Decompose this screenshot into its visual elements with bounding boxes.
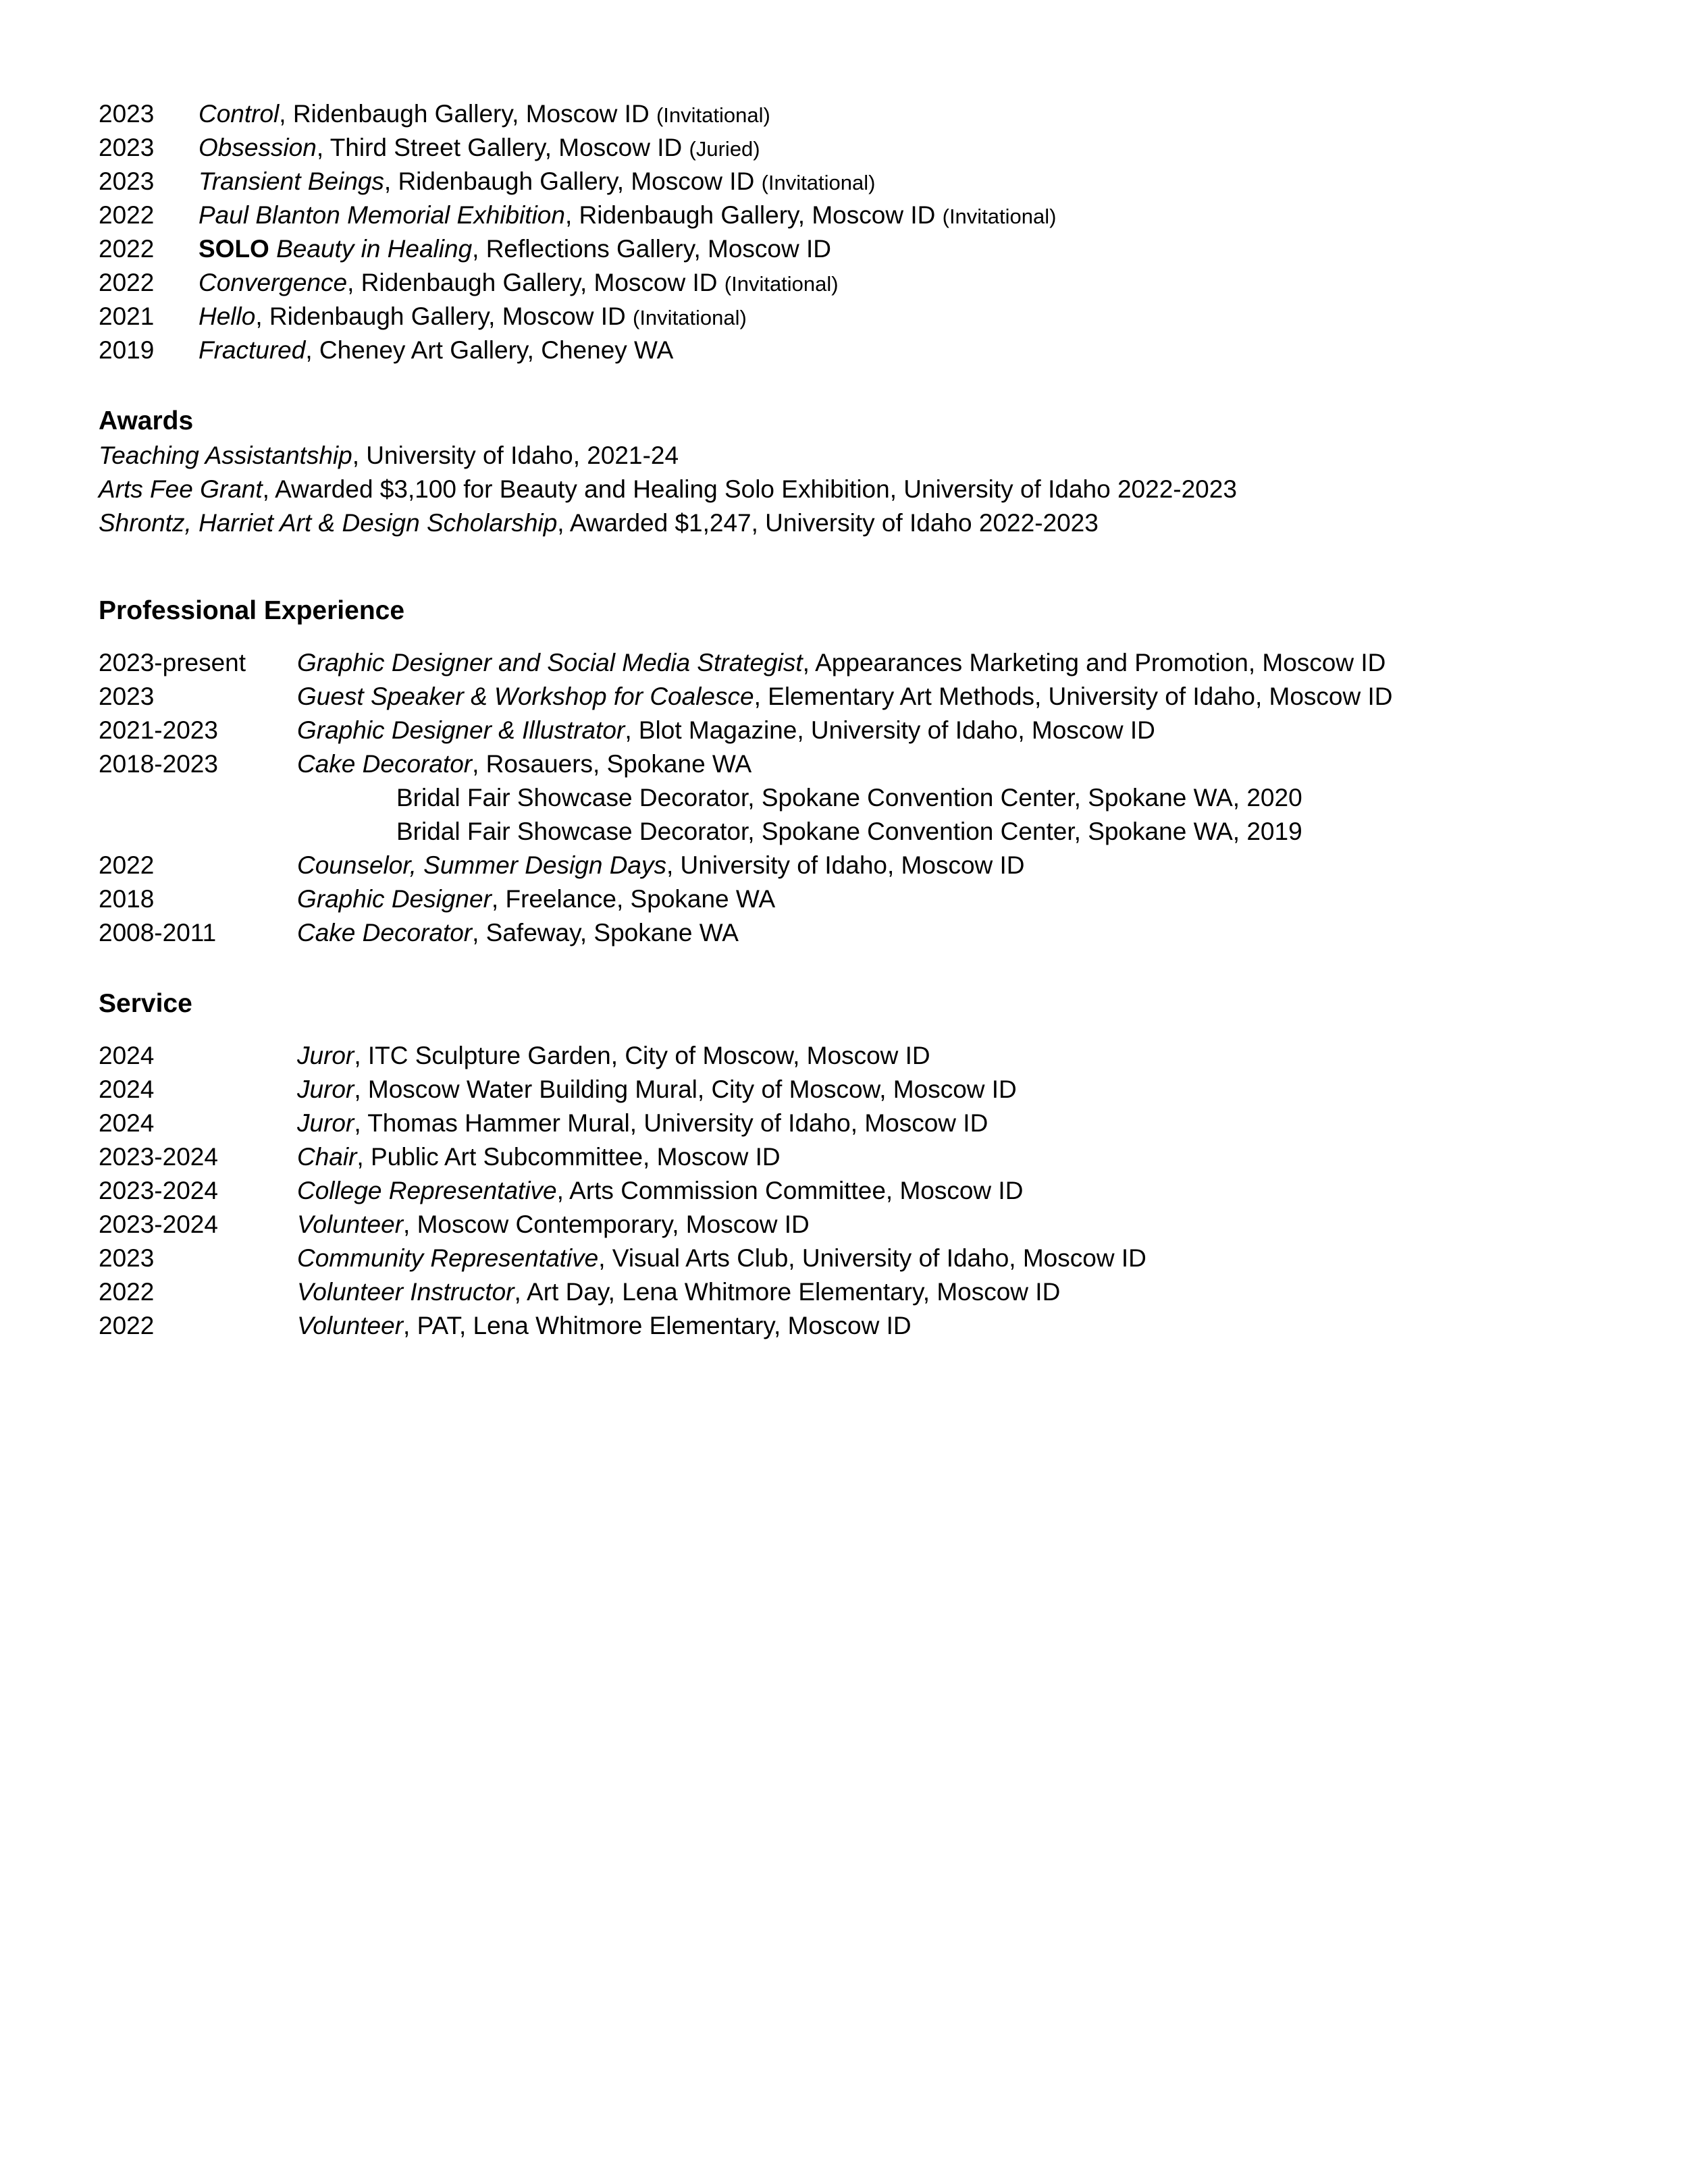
experience-subitem xyxy=(99,815,1625,849)
experience-row xyxy=(99,646,1625,680)
service-year: 2024 xyxy=(99,1075,155,1103)
experience-subitem xyxy=(99,781,1625,815)
award-title: Arts Fee Grant xyxy=(99,475,263,503)
experience-year: 2008-2011 xyxy=(99,919,217,947)
service-role: Community Representative xyxy=(297,1244,599,1272)
award-detail: , Awarded $3,100 for Beauty and Healing Solo Exhibition, University of Idaho 2022-2023 xyxy=(262,475,1237,503)
service-detail: , Visual Arts Club, University of Idaho, Moscow ID xyxy=(598,1244,1146,1272)
exhibition-venue: , Reflections Gallery, Moscow ID xyxy=(472,235,832,263)
exhibition-venue: , Ridenbaugh Gallery, Moscow ID xyxy=(347,269,724,296)
experience-year: 2023-present xyxy=(99,649,246,676)
experience-row xyxy=(99,916,1625,950)
experience-year: 2021-2023 xyxy=(99,716,218,744)
experience-role: Graphic Designer xyxy=(297,885,492,913)
professional-section xyxy=(99,593,1625,950)
experience-year: 2022 xyxy=(99,851,155,879)
experience-subitem-text: Bridal Fair Showcase Decorator, Spokane Convention Center, Spokane WA, 2020 xyxy=(396,784,1302,811)
award-item xyxy=(99,473,1625,506)
cv-page xyxy=(99,97,1625,1343)
exhibition-row xyxy=(99,266,1625,300)
awards-heading: Awards xyxy=(99,406,194,435)
experience-detail: , Freelance, Spokane WA xyxy=(491,885,776,913)
experience-detail: , University of Idaho, Moscow ID xyxy=(666,851,1025,879)
exhibition-title: Transient Beings xyxy=(199,167,384,195)
experience-year: 2018-2023 xyxy=(99,750,218,778)
service-row xyxy=(99,1275,1625,1309)
exhibition-row xyxy=(99,232,1625,266)
experience-detail: , Elementary Art Methods, University of Idaho, Moscow ID xyxy=(754,683,1393,710)
service-row xyxy=(99,1174,1625,1208)
experience-detail: , Blot Magazine, University of Idaho, Moscow ID xyxy=(625,716,1155,744)
experience-row xyxy=(99,849,1625,882)
service-row xyxy=(99,1107,1625,1140)
exhibition-year: 2021 xyxy=(99,302,155,330)
service-detail: , Thomas Hammer Mural, University of Idaho, Moscow ID xyxy=(354,1109,988,1137)
award-detail: , University of Idaho, 2021-24 xyxy=(352,442,679,469)
service-row xyxy=(99,1039,1625,1073)
exhibition-title: Convergence xyxy=(199,269,348,296)
exhibition-year: 2023 xyxy=(99,167,155,195)
exhibition-title: Beauty in Healing xyxy=(276,235,473,263)
experience-role: Guest Speaker & Workshop for Coalesce xyxy=(297,683,754,710)
service-year: 2023-2024 xyxy=(99,1210,218,1238)
experience-role: Graphic Designer & Illustrator xyxy=(297,716,625,744)
experience-detail: , Appearances Marketing and Promotion, Moscow ID xyxy=(802,649,1386,676)
exhibition-row xyxy=(99,300,1625,334)
exhibition-venue: , Cheney Art Gallery, Cheney WA xyxy=(305,336,674,364)
experience-detail: , Safeway, Spokane WA xyxy=(472,919,739,947)
service-heading: Service xyxy=(99,989,192,1018)
service-role: Volunteer xyxy=(297,1210,404,1238)
service-role: Volunteer Instructor xyxy=(297,1278,515,1306)
exhibition-note: (Invitational) xyxy=(724,272,839,296)
exhibition-year: 2022 xyxy=(99,269,155,296)
exhibition-venue: , Third Street Gallery, Moscow ID xyxy=(316,134,689,161)
exhibition-note: (Invitational) xyxy=(761,171,876,194)
exhibition-note: (Juried) xyxy=(689,137,760,161)
service-year: 2022 xyxy=(99,1312,155,1339)
exhibition-venue: , Ridenbaugh Gallery, Moscow ID xyxy=(564,201,943,229)
service-detail: , Arts Commission Committee, Moscow ID xyxy=(556,1177,1024,1204)
exhibition-row xyxy=(99,165,1625,198)
service-detail: , ITC Sculpture Garden, City of Moscow, Moscow ID xyxy=(354,1042,930,1069)
experience-subitem-text: Bridal Fair Showcase Decorator, Spokane Convention Center, Spokane WA, 2019 xyxy=(396,818,1302,845)
exhibition-title: Obsession xyxy=(199,134,317,161)
service-year: 2024 xyxy=(99,1109,155,1137)
service-year: 2023-2024 xyxy=(99,1177,218,1204)
exhibition-note: (Invitational) xyxy=(633,306,747,329)
service-row xyxy=(99,1073,1625,1107)
exhibition-year: 2022 xyxy=(99,201,155,229)
service-row xyxy=(99,1242,1625,1275)
service-detail: , PAT, Lena Whitmore Elementary, Moscow ID xyxy=(403,1312,912,1339)
award-item xyxy=(99,506,1625,540)
service-section xyxy=(99,986,1625,1343)
service-role: Volunteer xyxy=(297,1312,404,1339)
service-detail: , Art Day, Lena Whitmore Elementary, Moscow ID xyxy=(514,1278,1061,1306)
exhibitions-list xyxy=(99,97,1625,367)
service-detail: , Moscow Water Building Mural, City of Moscow, Moscow ID xyxy=(354,1075,1017,1103)
experience-role: Graphic Designer and Social Media Strategist xyxy=(297,649,803,676)
awards-section xyxy=(99,404,1625,540)
exhibition-year: 2023 xyxy=(99,100,155,128)
professional-heading: Professional Experience xyxy=(99,596,405,625)
exhibition-title: Control xyxy=(199,100,280,128)
experience-row xyxy=(99,714,1625,747)
award-title: Teaching Assistantship xyxy=(99,442,352,469)
service-row xyxy=(99,1140,1625,1174)
experience-role: Counselor, Summer Design Days xyxy=(297,851,666,879)
exhibition-note: (Invitational) xyxy=(942,205,1057,228)
exhibition-title: Hello xyxy=(199,302,256,330)
service-row xyxy=(99,1208,1625,1242)
exhibition-venue: , Ridenbaugh Gallery, Moscow ID xyxy=(255,302,633,330)
experience-year: 2018 xyxy=(99,885,155,913)
exhibition-year: 2019 xyxy=(99,336,155,364)
exhibition-venue: , Ridenbaugh Gallery, Moscow ID xyxy=(279,100,656,128)
service-detail: , Public Art Subcommittee, Moscow ID xyxy=(357,1143,781,1171)
award-detail: , Awarded $1,247, University of Idaho 2022-2023 xyxy=(557,509,1099,537)
service-year: 2024 xyxy=(99,1042,155,1069)
service-year: 2023-2024 xyxy=(99,1143,218,1171)
service-role: Chair xyxy=(297,1143,357,1171)
experience-row xyxy=(99,747,1625,781)
experience-row xyxy=(99,882,1625,916)
exhibition-venue: , Ridenbaugh Gallery, Moscow ID xyxy=(384,167,762,195)
service-detail: , Moscow Contemporary, Moscow ID xyxy=(403,1210,810,1238)
experience-row xyxy=(99,680,1625,714)
service-year: 2022 xyxy=(99,1278,155,1306)
experience-role: Cake Decorator xyxy=(297,750,473,778)
service-year: 2023 xyxy=(99,1244,155,1272)
service-role: Juror xyxy=(297,1042,354,1069)
exhibition-note: (Invitational) xyxy=(656,103,770,127)
experience-detail: , Rosauers, Spokane WA xyxy=(472,750,752,778)
exhibition-row xyxy=(99,198,1625,232)
exhibition-title: Paul Blanton Memorial Exhibition xyxy=(199,201,565,229)
exhibition-solo-label: SOLO xyxy=(199,235,269,263)
award-title: Shrontz, Harriet Art & Design Scholarship xyxy=(99,509,558,537)
service-role: Juror xyxy=(297,1109,354,1137)
service-role: College Representative xyxy=(297,1177,557,1204)
exhibition-year: 2023 xyxy=(99,134,155,161)
exhibition-title: Fractured xyxy=(199,336,306,364)
exhibition-row xyxy=(99,334,1625,367)
exhibition-row xyxy=(99,97,1625,131)
service-row xyxy=(99,1309,1625,1343)
service-role: Juror xyxy=(297,1075,354,1103)
exhibition-year: 2022 xyxy=(99,235,155,263)
award-item xyxy=(99,439,1625,473)
experience-year: 2023 xyxy=(99,683,155,710)
exhibition-row xyxy=(99,131,1625,165)
experience-role: Cake Decorator xyxy=(297,919,473,947)
